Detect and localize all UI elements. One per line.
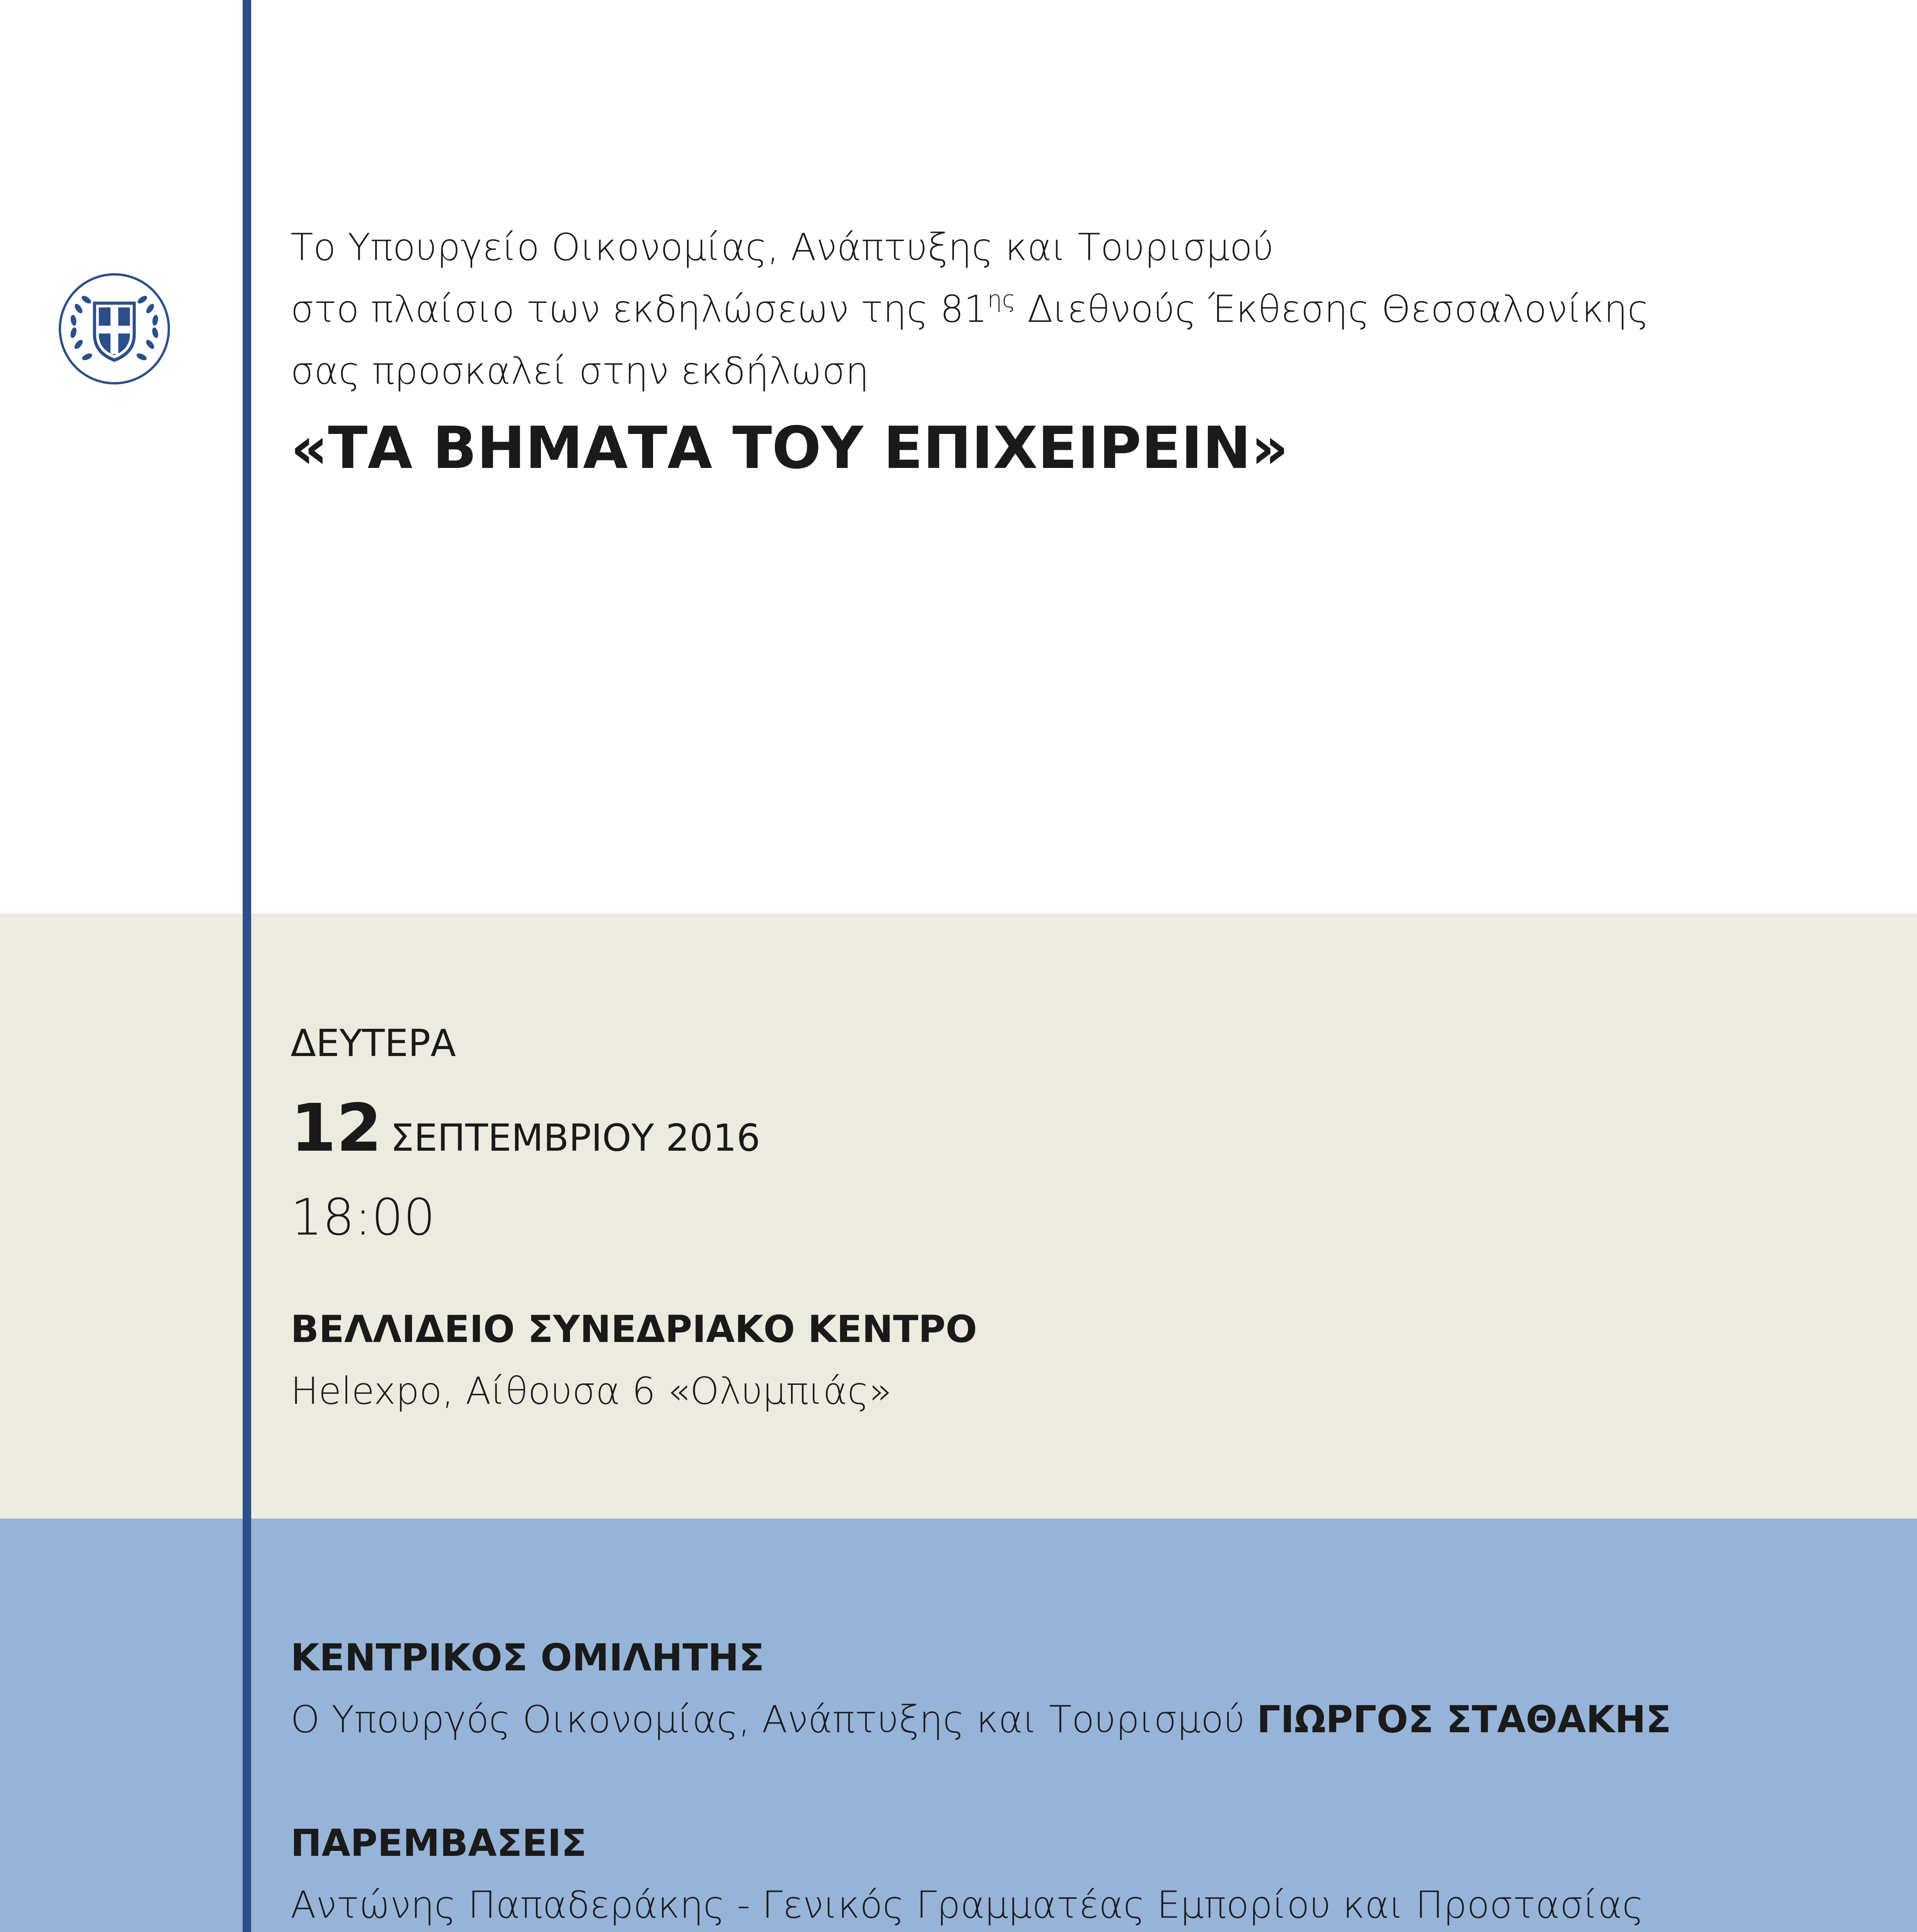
- ordinal-suffix: ης: [987, 286, 1016, 313]
- event-day: ΔΕΥΤΕΡΑ: [291, 1022, 456, 1065]
- event-details: [291, 1012, 977, 1422]
- event-month-year: ΣΕΠΤΕΜΒΡΙΟΥ 2016: [390, 1116, 760, 1160]
- context-line: [291, 278, 1649, 340]
- accent-vertical-line: [243, 0, 251, 1932]
- interventions-heading: ΠΑΡΕΜΒΑΣΕΙΣ: [291, 1821, 587, 1865]
- context-line-prefix: στο πλαίσιο των εκδηλώσεων της 81: [291, 287, 988, 331]
- keynote-speaker: [291, 1689, 1772, 1750]
- context-line-suffix: Διεθνούς Έκθεσης Θεσσαλονίκης: [1015, 287, 1649, 331]
- event-date: [291, 1090, 977, 1167]
- greek-coat-of-arms-icon: [56, 270, 173, 387]
- invitation-intro: [291, 216, 1649, 483]
- keynote-heading: ΚΕΝΤΡΙΚΟΣ ΟΜΙΛΗΤΗΣ: [291, 1636, 764, 1679]
- venue-detail: Helexpo, Αίθουσα 6 «Ολυμπιάς»: [291, 1369, 892, 1413]
- event-title: «ΤΑ ΒΗΜΑΤΑ ΤΟΥ ΕΠΙΧΕΙΡΕΙΝ»: [291, 415, 1289, 482]
- keynote-role: Ο Υπουργός Οικονομίας, Ανάπτυξης και Τουρισμού: [291, 1698, 1257, 1741]
- venue-name: ΒΕΛΛΙΔΕΙΟ ΣΥΝΕΔΡΙΑΚΟ ΚΕΝΤΡΟ: [291, 1308, 977, 1351]
- list-item: Αντώνης Παπαδεράκης - Γενικός Γραμματέας Εμπορίου και Προστασίας: [291, 1883, 1644, 1927]
- program-section: [291, 1627, 1772, 1932]
- event-date-number: 12: [291, 1090, 382, 1167]
- organizer-line: Το Υπουργείο Οικονομίας, Ανάπτυξης και Τουρισμού: [291, 226, 1274, 269]
- keynote-name: ΓΙΩΡΓΟΣ ΣΤΑΘΑΚΗΣ: [1257, 1698, 1671, 1741]
- event-time: 18:00: [291, 1188, 435, 1247]
- invitation-line: σας προσκαλεί στην εκδήλωση: [291, 349, 869, 393]
